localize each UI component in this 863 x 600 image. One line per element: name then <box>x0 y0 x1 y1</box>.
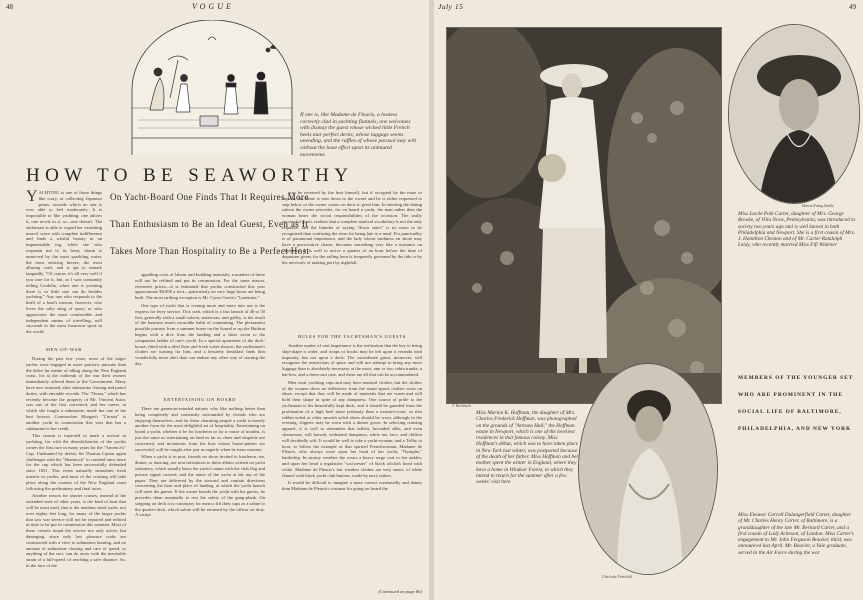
subtitle-line-2: Than Enthusiasm to Be an Ideal Guest, Even as It <box>110 219 309 229</box>
caption-marion-hoffman: Miss Marion K. Hoffman, the daughter of Mrs. Charles Frederick Hoffman, was photographed on the grounds of "Armsea Hall," the Hoffman estate in Newport, which is one of the loveliest residences in that famous colony. Miss Hoffman's début, which was to have taken place in New York last winter, was postponed because of the death of her father. Miss Hoffman and her mother spent the winter in England, where they have a home in Windsor Forest, to which they intend to return for the summer after a few weeks' visit here <box>476 410 579 486</box>
portrait-lucile-carter <box>728 24 860 204</box>
section-head-rules: RULES FOR THE YACHTSMAN'S GUESTS <box>298 334 406 339</box>
col1-para-4: Another reason for shorter cruises, instead of the extended ones of other years, is the kind of boat that will be most used, that is the medium sized yacht, not over eighty feet long, for many of the larger yachts that saw war service will not be repaired and refitted in time to be put in commission this summer. Most of these vessels found the service not only active, but damaging, since only low pleasure crafts are constructed with a view to submarine hunting, and no amount of submarine chasing and care of speed, or anything of the sort, can do away with the inevitable strain of a full-speed, of reaching a safe distance. So, in the face of the <box>26 493 126 568</box>
photo-credit-harris: Harris-Ewing Studio <box>802 204 834 208</box>
col1-para-2: During the past few years, most of the larger yachts were engaged in more patriotic pursuits than the dolce far niente of idling along the New England coast, for at the outbreak of the war their owners immediately offered them to the Government. Many have now returned, after submarine chasing and patrol duties, with enviable records. The "Noma," which has recently become the property of Mr. Vincent Astor, was one of the first converted, and her career, in which she fought a submarine, made her one of the best known. Commodore Morgan's "Corsair" is another yacht in commission this year that has a submarine to her credit. <box>26 356 126 431</box>
col3-para-3: Men wear yachting caps and may have nautical clothes, but the clothes of the women show no difference from the smart sports clothes worn on shore, except that they will be made of materials that are warm and will hold their shape in spite of any dampness. One source of pride to the yachtsman is his beautifully kept deck, and it should be guarded from the profanation of a high heel more jealously than a treasure-court, so that rubber-soled or other smooth soled shoes should be worn, although in the evening, slippers may be worn with a dinner gown. In selecting cruising apparel, it is well to remember that taffeta, brocaded silks, and even charmeuse, will bravely withstand dampness, while net, lace, and chiffon will decidedly wilt. It would be well to take a yacht-woman, and a Trilby to boot, to follow the example of that spirited Frenchwoman, Madame de Fleuris, who always wore upon her head of her yacht, "Nymphe," battleship. In stormy weather she wears a heavy serge coat to her ankles, and upon her head a regulation "sou'wester" of black oilcloth lined with white. Madame de Fleuris's fair weather clothes are very smart, of white flannel with black yacht club buttons, made by navy tailors. <box>282 379 422 478</box>
continued-note: (Continued on page 86) <box>378 589 422 594</box>
illustration-caption: If one is, like Madame de Fleuris, a hostess correctly clad in yachting flannels, one welcomes with dismay the guest whose wicked little French heels mar perfect decks, whose luggage seems unending, and the ruffles of whose parasol may wilt without the least effect upon its animated movements <box>300 112 417 158</box>
portrait-seated-woman <box>578 363 718 575</box>
col3-para-2: Another matter of vast importance is the realization that the key to being ship-shape is order, and wraps or books may be left upon a veranda with impunity, but not upon a deck. The considerate guest, moreover, will recognize the restrictions of space and will not attempt to bring any more luggage than is absolutely necessary at the most, one or two cabin trunks, a hat-box, and a dress-suit case, and these are all that can be accommodated. <box>282 343 422 377</box>
section-head-entertaining: ENTERTAINING ON BOARD <box>163 397 237 402</box>
col3-para-4: It would be difficult to imagine a more correct contentedly and dainty than Madame de Fleuris's costume for going on board the <box>282 480 422 492</box>
subtitle-line-1: On Yacht-Board One Finds That It Requires More <box>110 192 309 202</box>
members-line-2: WHO ARE PROMINENT IN THE <box>738 392 843 398</box>
members-line-1: MEMBERS OF THE YOUNGER SET <box>738 375 854 381</box>
page-number-right: 49 <box>849 3 856 11</box>
col2-para-2: One type of yacht that is coming more and more into use is the express for ferry service. This craft, which is a fast launch of 40 to 50 feet, generally with a small saloon, stateroom, and galley, is the result of the business man's incurable habit of commuting. The pleasantest possible journey from a summer home on the Sound or up the Hudson begins with a dive from the landing and a short swim to the companion ladder of one's yacht. In a special apartment of the deck-house, fitted with a tiled floor and fresh water shower, the yachtsman's clothes are waiting for him, and a leisurely breakfast finds him wonderfully more alert than can endure any other way of starting the day. <box>135 302 265 366</box>
article-column-2 <box>135 406 265 596</box>
photo-marion-hoffman-garden <box>446 27 722 404</box>
photo-credit-fairchild: Charlotte Fairchild <box>602 575 632 579</box>
page-number-left: 48 <box>6 3 13 11</box>
members-line-4: PHILADELPHIA, AND NEW YORK <box>738 426 852 432</box>
col3-para-1: may be received by the host himself, but if occupied by the mate or captain, his name is sent down to the owner and he is either requested to step below or the owner comes on deck to greet him. In entering the dining saloon the owner precedes, for on board a yacht, the man rather than the woman bears the social responsibilities of the occasion. The really successful guest, realizes that a complete nautical vocabulary is not the only requisite, and the blunder of saying "down stairs" is no more to be recognized than confusing the stern for being late to a meal. For punctuality is of paramount importance, and the lady whose tardiness on shore may have a provocative charm, becomes something very like a nuisance on shipboard. It is well to arrive a quarter of an hour before the time of departure given, for the sailing hour is frequently governed by the tide or by the necessity of making port by nightfall. <box>282 190 422 265</box>
members-heading <box>738 370 856 438</box>
col1-para-1: ACHTING is one of those things like curry, or collecting Japanese prints, towards which no one is ever able to feel moderately. It is impossible to like yachting; one adores it, one revels in it, or—one doesn't. The enthusiast is able to regard her vanishing marcel wave with complete indifference and finds a wistful beauty in an impenetrable fog, while she who responds not to its briny charm is unmoved by the most sparkling water, the most enticing breeze, the most alluring craft, and is apt to remark languidly, "Of course, it's all very well if you care for it, but, as I was constantly telling Cordelia, when one is yachting there is so little one can do besides yachting." Any one who responds to the thrill of a boat's motion, however, who loves the salty sting of spray, or who appreciates the most comfortable and independent means of travelling, will succumb to the most luxurious sport in the world. <box>26 190 102 335</box>
article-column-1-intro <box>26 190 102 340</box>
issue-date: July 15 <box>438 2 464 11</box>
col1-para-3: This season is expected to mark a revival in yachting, for with the demobilization of the yachts comes the first race in many years for the "America's" Cup. Undaunted by defeat, Sir Thomas Lipton again challenges with his "Shamrock" to contend once more for the cup which has been successfully defended since 1851. This event naturally stimulates fresh interest in yachts, and most of the cruising will take place along the courses of the New England coast following the preliminary and final races. <box>26 433 126 491</box>
yacht-deck-illustration <box>128 20 296 155</box>
masthead-left: VOGUE <box>192 2 234 11</box>
col2-para-3: There are generous-minded natures who like nothing better than being completely and constantly surrounded by friends who are enjoying themselves, and for these charming people a yacht is merely another form for the most delightful art of hospitality. Entertaining on board a yacht, whether it be for luncheon or for a cruise of months, is just the same as entertaining on land as far as cheer and etiquette are concerned, and invitations from the host whose house-parties are successful, will be sought after just as eagerly when he turns mariner. <box>135 406 265 452</box>
caption-eleanor-carter: Miss Eleanor Carroll Dulangerfield Carter, daughter of Mr. Charles Henry Carter, of Baltimore, is a granddaughter of the late Mr. Bernard Carter, and a first cousin of Lady Acheson, of London. Miss Carter's engagement to Mr. John Ferguson Bouvier, third, was announced last April. Mr. Bouvier, a Yale graduate, served in the Air Force during the war <box>738 512 854 556</box>
article-column-3-top <box>282 190 422 330</box>
members-line-3: SOCIAL LIFE OF BALTIMORE, <box>738 409 842 415</box>
drop-cap: Y <box>26 190 38 205</box>
article-title: HOW TO BE SEAWORTHY <box>26 165 354 186</box>
subtitle-line-3: Takes More Than Hospitality to Be a Perfect Host <box>110 246 310 256</box>
section-head-men-of-war: MEN-OF-WAR <box>45 347 83 352</box>
article-column-1 <box>26 356 126 596</box>
article-column-3 <box>282 343 422 588</box>
col2-para-4: When a yacht is in port, friends on shore invited to luncheon, tea, dinner, or dancing, are sent invitations to these affairs written on yacht stationery, which usually bears the yacht's name with the club flag and private signal crossed, and the name of the yacht at the top of the paper. They are delivered by the steward and contain directions concerning the hour and place of landing, at which the yacht launch will meet the guests. If the owner boards the yacht with his guests, he precedes them nominally to test the safety of the gang-plank. On stepping on deck it is customary for men to lift their caps as a salute to the quarter-deck, which salute will be returned by the officer on duty. A visitor <box>135 454 265 518</box>
photo-credit-bachrach: © Bachrach <box>452 404 471 408</box>
caption-lucile-carter: Miss Lucile Polk Carter, daughter of Mrs. George Brooke, of Villa Nova, Pennsylvania, was introduced to society two years ago and is well known in both Philadelphia and Newport. She is a first cousin of Mrs. J. Hamilton Cheston and of Mr. Carter Randolph Leidy, who recently married Miss Fifi Widener <box>738 211 856 249</box>
col2-para-1: appalling costs of labour and building materials, a number of these will not be refitted and put in commission. For the same reason, extensive prices—it is estimated that yachts constructed this year approximate $8,000 a foot—particularly on very large boats are being built. The most striking exception is Mr. Cyrus Curtis's "Lyndonia." <box>135 272 265 301</box>
article-column-2-top <box>135 272 265 394</box>
left-page <box>0 0 430 600</box>
